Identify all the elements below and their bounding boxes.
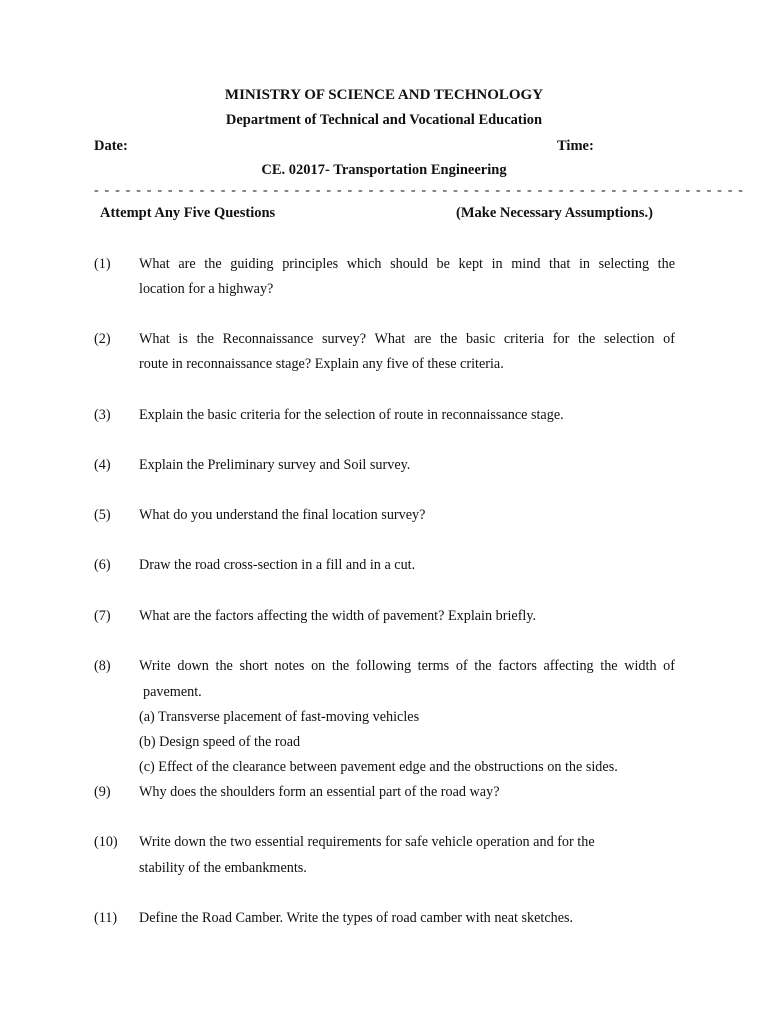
question-text: location for a highway?	[139, 281, 274, 297]
ministry-title: MINISTRY OF SCIENCE AND TECHNOLOGY	[224, 87, 544, 103]
question-text: What are the factors affecting the width of pavement? Explain briefly.	[139, 608, 537, 624]
sub-item: (b) Design speed of the road	[139, 734, 301, 750]
dashed-divider: - - - - - - - - - - - - - - - - - - - - - - - - - - - - - - - - - - - - - - - - - - - - - - - - - - - - - - - - - - - - - -	[94, 183, 745, 198]
sub-item: (a) Transverse placement of fast-moving vehicles	[139, 709, 420, 725]
date-label: Date:	[94, 138, 128, 154]
instruction-assumptions: (Make Necessary Assumptions.)	[456, 205, 653, 221]
instruction-attempt: Attempt Any Five Questions	[100, 205, 276, 221]
question-number: (11)	[94, 910, 118, 926]
question-text: Why does the shoulders form an essential part of the road way?	[139, 784, 500, 800]
sub-item: (c) Effect of the clearance between pavement edge and the obstructions on the sides.	[139, 759, 618, 775]
question-number: (2)	[94, 331, 111, 347]
question-text: pavement.	[143, 684, 202, 700]
question-text: What is the Reconnaissance survey? What are the basic criteria for the selection of	[139, 331, 675, 347]
question-text: Draw the road cross-section in a fill and in a cut.	[139, 557, 416, 573]
question-number: (8)	[94, 658, 111, 674]
question-number: (5)	[94, 507, 111, 523]
question-number: (7)	[94, 608, 111, 624]
department-subtitle: Department of Technical and Vocational Education	[225, 112, 543, 128]
question-text: Explain the basic criteria for the selection of route in reconnaissance stage.	[139, 407, 564, 423]
question-number: (3)	[94, 407, 111, 423]
question-number: (10)	[94, 834, 118, 850]
question-number: (9)	[94, 784, 111, 800]
question-text: Explain the Preliminary survey and Soil survey.	[139, 457, 411, 473]
question-text: What do you understand the final location survey?	[139, 507, 426, 523]
question-text: What are the guiding principles which should be kept in mind that in selecting the	[139, 256, 675, 272]
question-text: Define the Road Camber. Write the types of road camber with neat sketches.	[139, 910, 574, 926]
question-number: (1)	[94, 256, 111, 272]
question-number: (4)	[94, 457, 111, 473]
question-text: stability of the embankments.	[139, 860, 307, 876]
question-number: (6)	[94, 557, 111, 573]
course-title: CE. 02017- Transportation Engineering	[261, 162, 507, 178]
question-text: route in reconnaissance stage? Explain any five of these criteria.	[139, 356, 504, 372]
question-text: Write down the two essential requirements for safe vehicle operation and for the	[139, 834, 595, 850]
question-text: Write down the short notes on the following terms of the factors affecting the width of	[139, 658, 675, 674]
time-label: Time:	[557, 138, 594, 154]
